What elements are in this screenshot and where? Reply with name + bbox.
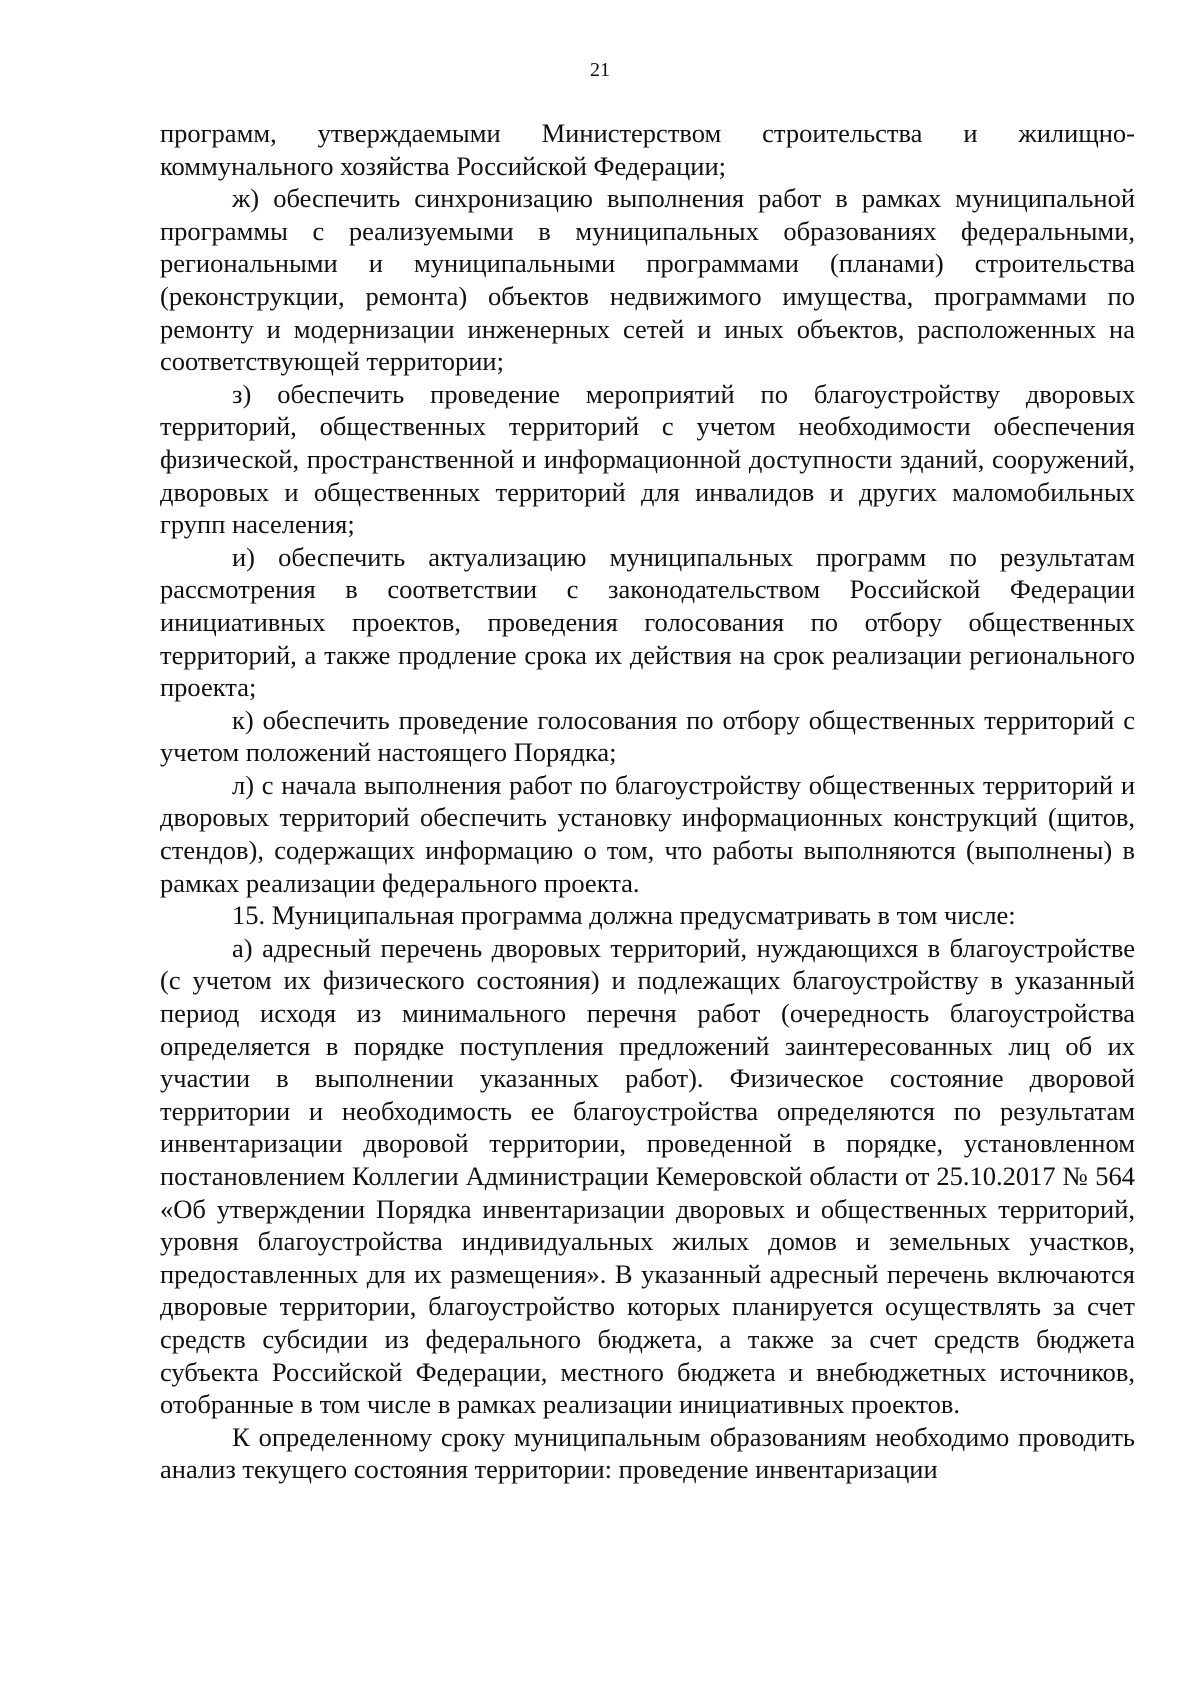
paragraph-item-k: к) обеспечить проведение голосования по отбору общественных территорий с учетом положений настоящего Порядка; bbox=[160, 704, 1135, 768]
paragraph-item-a: а) адресный перечень дворовых территорий, нуждающихся в благоустройстве (с учетом их физического состояния) и подлежащих благоустройству в указанный период исходя из минимального перечня работ (очередность благоустройства определяется в порядке поступления предложений заинтересованных лиц об их участии в выполнении указанных работ). Физическое состояние дворовой территории и необходимость ее благоустройства определяются по результатам инвентаризации дворовой территории, проведенной в порядке, установленном постановлением Коллегии Администрации Кемеровской области от 25.10.2017 № 564 «Об утверждении Порядка инвентаризации дворовых и общественных территорий, уровня благоустройства индивидуальных жилых домов и земельных участков, предоставленных для их размещения». В указанный адресный перечень включаются дворовые территории, благоустройство которых планируется осуществлять за счет средств субсидии из федерального бюджета, а также за счет средств бюджета субъекта Российской Федерации, местного бюджета и внебюджетных источников, отобранные в том числе в рамках реализации инициативных проектов. bbox=[160, 932, 1135, 1420]
paragraph-continuation: программ, утверждаемыми Министерством строительства и жилищно-коммунального хозяйства Российской Федерации; bbox=[160, 118, 1135, 181]
paragraph-item-z: з) обеспечить проведение мероприятий по благоустройству дворовых территорий, общественных территорий с учетом необходимости обеспечения физической, пространственной и информационной доступности зданий, сооружений, дворовых и общественных территорий для инвалидов и других маломобильных групп населения; bbox=[160, 378, 1135, 540]
paragraph-item-zh: ж) обеспечить синхронизацию выполнения работ в рамках муниципальной программы с реализуемыми в муниципальных образованиях федеральными, региональными и муниципальными программами (планами) строительства (реконструкции, ремонта) объектов недвижимого имущества, программами по ремонту и модернизации инженерных сетей и иных объектов, расположенных на соответствующей территории; bbox=[160, 183, 1135, 377]
document-body bbox=[160, 117, 1135, 1486]
paragraph-item-l: л) с начала выполнения работ по благоустройству общественных территорий и дворовых территорий обеспечить установку информационных конструкций (щитов, стендов), содержащих информацию о том, что работы выполняются (выполнены) в рамках реализации федерального проекта. bbox=[160, 769, 1135, 898]
paragraph-section-15: 15. Муниципальная программа должна предусматривать в том числе: bbox=[232, 900, 1016, 931]
paragraph-item-i: и) обеспечить актуализацию муниципальных программ по результатам рассмотрения в соответствии с законодательством Российской Федерации инициативных проектов, проведения голосования по отбору общественных территорий, а также продление срока их действия на срок реализации регионального проекта; bbox=[160, 541, 1135, 703]
page-number: 21 bbox=[590, 59, 610, 81]
paragraph-analysis: К определенному сроку муниципальным образованиям необходимо проводить анализ текущего состояния территории: проведение инвентаризации bbox=[160, 1421, 1135, 1485]
